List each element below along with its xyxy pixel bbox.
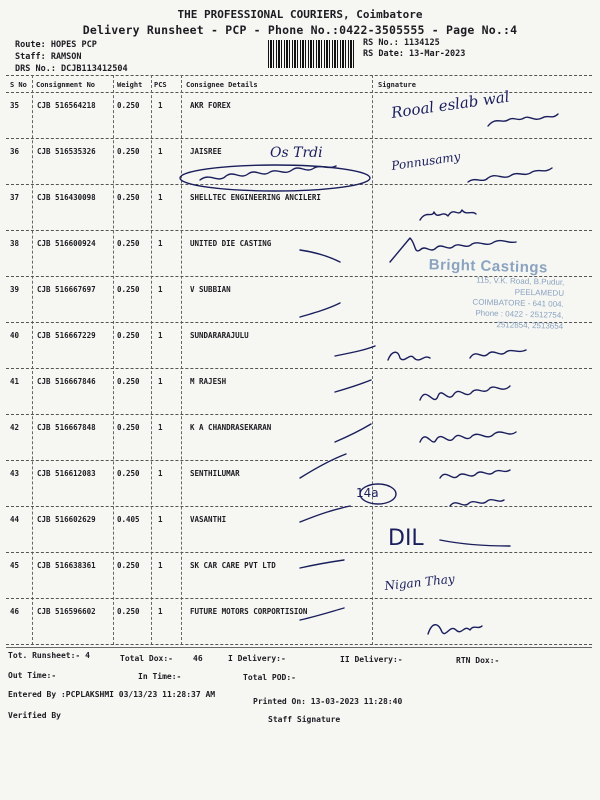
signature-row-44: DIL [388,526,424,551]
signature-row-46 [428,625,482,634]
row-weight: 0.250 [117,377,140,386]
row-consignee: AKR FOREX [190,101,231,110]
signature-row-43 [440,470,510,506]
row-consignment-no: CJB 516596602 [37,607,96,616]
stamp-address-line: COIMBATORE - 641 004. [472,297,564,309]
row-consignee: V SUBBIAN [190,285,231,294]
stamp-address-line: 2512854, 2513654 [496,320,564,331]
column-divider [151,75,152,645]
row-weight: 0.250 [117,607,140,616]
signature-row-35-scrawl [488,114,558,126]
row-separator [6,138,592,139]
row-separator [6,414,592,415]
row-sno: 35 [10,101,20,110]
row-weight: 0.405 [117,515,140,524]
signature-row-45: Nigan Thay [383,571,456,593]
row-consignee: JAISREE [190,147,222,156]
stamp-address-line: PEELAMEDU [514,287,565,298]
col-header-pcs: PCS [154,81,167,89]
company-stamp [407,256,579,332]
row-consignee: M RAJESH [190,377,227,386]
column-divider [32,75,33,645]
signature-row-42 [420,432,516,442]
staff-label: Staff: RAMSON [15,52,82,62]
row-sno: 38 [10,239,20,248]
row-consignee: FUTURE MOTORS CORPORTISION [190,607,308,616]
delivery-mark-row-39 [300,303,340,317]
delivery-mark-row-40 [335,346,375,356]
row-weight: 0.250 [117,331,140,340]
delivery-mark-row-41 [335,380,371,392]
row-sno: 40 [10,331,20,340]
delivery-mark-row-45 [300,560,344,568]
row-consignee: UNITED DIE CASTING [190,239,272,248]
col-header-signature: Signature [378,81,416,89]
signature-row-41 [420,386,510,400]
signature-row-44-tail [440,540,510,546]
row-consignment-no: CJB 516612083 [37,469,96,478]
row-consignment-no: CJB 516602629 [37,515,96,524]
in-time: In Time:- [138,672,182,681]
entered-by: Entered By :PCPLAKSHMI 03/13/23 11:28:37 AM [8,690,216,699]
row-sno: 46 [10,607,20,616]
barcode [268,40,354,68]
row-separator [6,368,592,369]
verified-by: Verified By [8,711,61,720]
printed-on: Printed On: 13-03-2023 11:28:40 [253,697,403,706]
row-consignment-no: CJB 516667697 [37,285,96,294]
rtn-dox: RTN Dox:- [456,656,500,665]
rs-number: RS No.: 1134125 [363,38,440,48]
row-pcs: 1 [158,607,163,616]
table-header-rule [6,92,592,93]
handwritten-note-row-36: Os Trdi [270,145,323,161]
col-header-consignment: Consignment No [36,81,96,89]
column-divider [181,75,182,645]
handwritten-circle-row-36 [180,165,370,191]
row-pcs: 1 [158,515,163,524]
col-header-weight: Weight [117,81,143,89]
stamp-address-line: 115, V.K. Road, B.Pudur, [476,275,565,287]
route-label: Route: HOPES PCP [15,40,97,50]
staff-signature-label: Staff Signature [268,715,341,724]
row-consignment-no: CJB 516638361 [37,561,96,570]
signature-row-36-scrawl-b [468,168,552,182]
row-separator [6,598,592,599]
total-runsheet: Tot. Runsheet:- 4 [8,651,90,660]
row-consignment-no: CJB 516667848 [37,423,96,432]
ii-delivery: II Delivery:- [340,655,403,664]
row-weight: 0.250 [117,469,140,478]
out-time: Out Time:- [8,671,57,680]
row-separator [6,184,592,185]
total-dox-label: Total Dox:- [120,654,173,663]
row-separator [6,460,592,461]
signature-row-37 [420,210,476,220]
row-pcs: 1 [158,469,163,478]
row-weight: 0.250 [117,285,140,294]
delivery-mark-row-38 [300,250,340,262]
stamp-brand: Bright Castings [428,256,549,277]
row-sno: 42 [10,423,20,432]
row-pcs: 1 [158,331,163,340]
row-pcs: 1 [158,147,163,156]
row-sno: 43 [10,469,20,478]
circled-note-row-43: 14a [356,486,379,500]
row-consignment-no: CJB 516600924 [37,239,96,248]
row-pcs: 1 [158,193,163,202]
signature-row-36-scrawl [200,166,336,180]
row-separator [6,552,592,553]
row-consignee: K A CHANDRASEKARAN [190,423,272,432]
total-pod: Total POD:- [243,673,296,682]
delivery-mark-row-43 [300,454,346,478]
rs-date: RS Date: 13-Mar-2023 [363,49,466,59]
row-consignment-no: CJB 516667229 [37,331,96,340]
delivery-mark-row-42 [335,424,371,442]
row-consignment-no: CJB 516564218 [37,101,96,110]
row-pcs: 1 [158,101,163,110]
drs-number: DRS No.: DCJB113412504 [15,64,128,74]
handwritten-circle-row-43 [360,484,396,504]
row-sno: 45 [10,561,20,570]
runsheet-title: THE PROFESSIONAL COURIERS, Coimbatore [177,8,423,21]
row-sno: 44 [10,515,20,524]
delivery-mark-row-44 [300,506,350,522]
row-weight: 0.250 [117,423,140,432]
row-separator [6,644,592,645]
signature-row-40 [388,350,526,360]
row-separator [6,506,592,507]
signature-row-35: Rooal eslab wal [390,87,511,122]
row-consignment-no: CJB 516535326 [37,147,96,156]
row-weight: 0.250 [117,101,140,110]
row-sno: 39 [10,285,20,294]
row-pcs: 1 [158,239,163,248]
row-consignee: SK CAR CARE PVT LTD [190,561,276,570]
table-bottom-rule [6,647,592,648]
row-consignment-no: CJB 516667846 [37,377,96,386]
column-divider [113,75,114,645]
row-pcs: 1 [158,423,163,432]
row-pcs: 1 [158,377,163,386]
signature-row-36: Ponnusamy [390,149,462,173]
row-consignee: SUNDARARAJULU [190,331,249,340]
row-weight: 0.250 [117,561,140,570]
row-weight: 0.250 [117,147,140,156]
row-consignee: SHELLTEC ENGINEERING ANCILERI [190,193,321,202]
table-top-rule [6,75,592,76]
row-pcs: 1 [158,285,163,294]
row-separator [6,230,592,231]
row-sno: 37 [10,193,20,202]
row-weight: 0.250 [117,193,140,202]
row-weight: 0.250 [117,239,140,248]
column-divider [372,75,373,645]
col-header-sno: S No [10,81,27,89]
row-sno: 36 [10,147,20,156]
runsheet-subtitle: Delivery Runsheet - PCP - Phone No.:0422-3505555 - Page No.:4 [82,23,518,37]
row-pcs: 1 [158,561,163,570]
col-header-consignee: Consignee Details [186,81,258,89]
row-sno: 41 [10,377,20,386]
row-consignee: SENTHILUMAR [190,469,240,478]
row-consignee: VASANTHI [190,515,227,524]
total-dox-value: 46 [193,654,203,663]
i-delivery: I Delivery:- [228,654,286,663]
stamp-address-line: Phone : 0422 - 2512754, [475,308,564,320]
row-consignment-no: CJB 516430098 [37,193,96,202]
